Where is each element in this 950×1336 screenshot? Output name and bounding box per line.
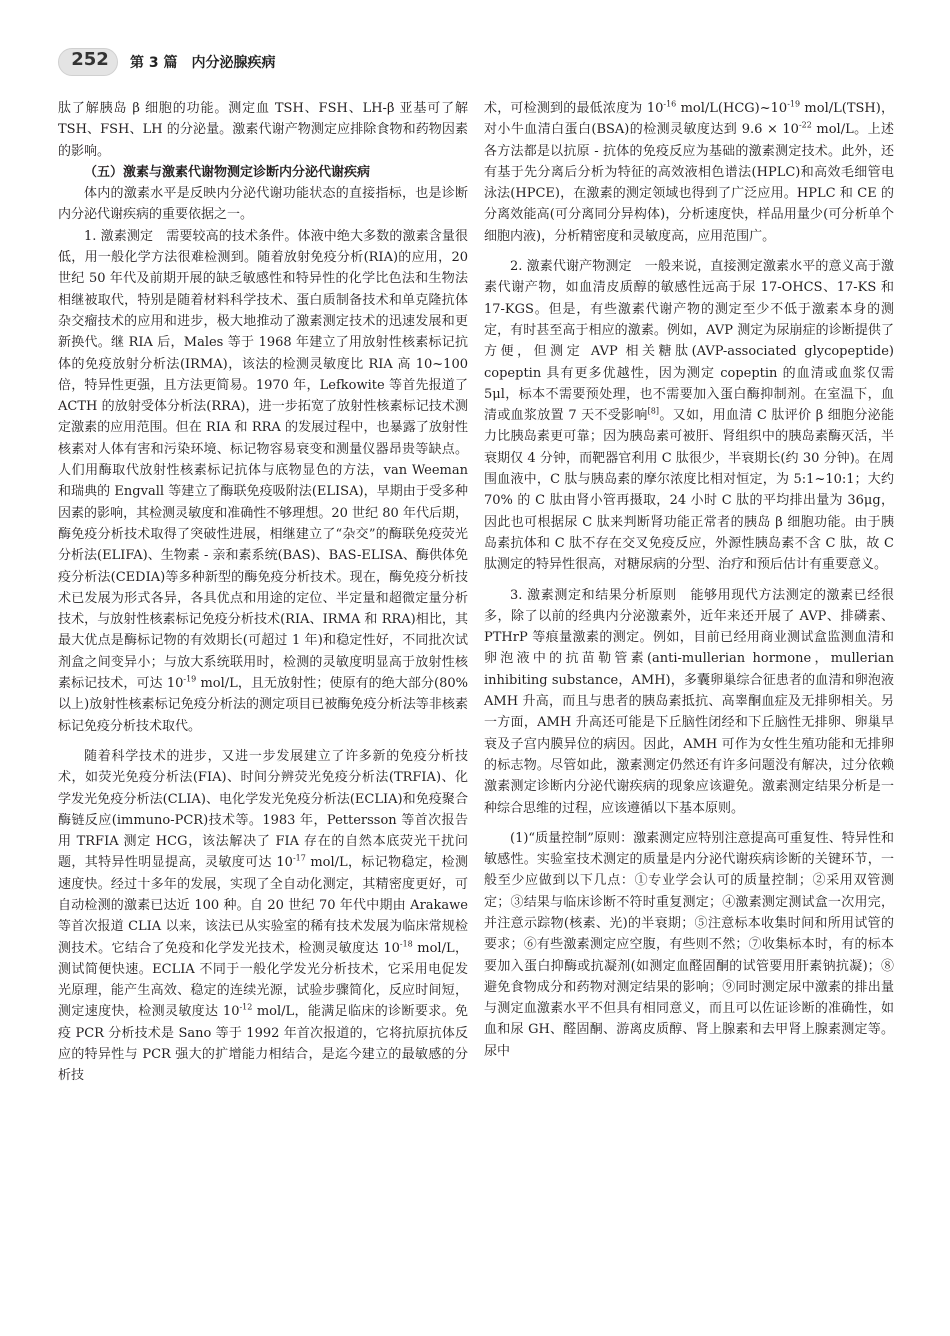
paragraph-hormone-assay: 1. 激素测定 需要较高的技术条件。体液中绝大多数的激素含量很低，用一般化学方法很难检测到。随着放射免疫分析(RIA)的应用，20 世纪 50 年代及前期开展的缺乏敏感性和特异性的化学比色法和生物法相继被取代，特别是随着材料科学技术、蛋白质制备技术和单克隆抗体杂交瘤技术的应用和进步，极大地推动了激素测定技术的迅速发展和更新换代。继 RIA 后，Males 等于 1968 年建立了用放射性核素标记抗体的免疫放射分析法(IRMA)，该法的检测灵敏度比 RIA 高 10~100 倍，特异性更强，且方法更简易。1970 年，Lefkowite 等首先报道了 ACTH 的放射受体分析法(RRA)，进一步拓宽了放射性核素标记技术测定激素的应用范围。但在 RIA 和 RRA 的发展过程中，也暴露了放射性核素对人体有害和污染环境、标记物容易衰变和测量仪器昂贵等缺点。人们用酶取代放射性核素标记抗体与底物显色的方法，van Weeman 和瑞典的 Engvall 等建立了酶联免疫吸附法(ELISA)，早期由于受多种因素的影响，其检测灵敏度和准确性不够理想。20 世纪 80 年代后期，酶免疫分析技术取得了突破性进展，相继建立了“杂交”的酶联免疫荧光分析法(ELIFA)、生物素 - 亲和素系统(BAS)、BAS-ELISA、酶供体免疫分析法(CEDIA)等多种新型的酶免疫分析技术。现在，酶免疫分析技术已发展为形式各异，各具优点和用途的定位、半定量和超微定量分析技术，与放射性核素标记免疫分析技术(RIA、IRMA 和 RRA)相比，其最大优点是酶标记物的有效期长(可超过 1 年)和稳定性好，不同批次试剂盒之间变异小；与放大系统联用时，检测的灵敏度明显高于放射性核素标记技术，可达 $10^{-19}$ mol/L，且无放射性；使原有的绝大部分(80% 以上)放射性核素标记免疫分析法的测定项目已被酶免疫分析法等非核素标记免疫分析技术取代。	[58, 228, 468, 734]
citation-ref: [8]	[647, 406, 659, 416]
paragraph-analysis-principles: 3. 激素测定和结果分析原则 能够用现代方法测定的激素已经很多，除了以前的经典内分泌激素外，近年来还开展了 AVP、排磷素、PTHrP 等痕量激素的测定。例如，目前已经用商业测试盒监测血清和卵泡液中的抗苗勒管素(anti-mullerian hormone，mullerian inhibiting substance，AMH)，多囊卵巢综合征患者的血清和卵泡液 AMH 升高，而且与患者的胰岛素抵抗、高睾酮血症及无排卵相关。另一方面，AMH 升高还可能是下丘脑性闭经和下丘脑性无排卵、卵巢早衰及子宫内膜异位的病因。因此，AMH 可作为女性生殖功能和无排卵的标志物。尽管如此，激素测定仍然还有许多问题没有解决，过分依赖激素测定诊断内分泌代谢疾病的现象应该避免。激素测定结果分析是一种综合思维的过程，应该遵循以下基本原则。	[484, 587, 894, 816]
page-header	[40, 44, 910, 84]
paragraph-continued: 肽了解胰岛 β 细胞的功能。测定血 TSH、FSH、LH-β 亚基可了解 TSH、FSH、LH 的分泌量。激素代谢产物测定应排除食物和药物因素的影响。	[58, 101, 468, 159]
left-column	[58, 98, 468, 1087]
paragraph-quality-control: (1)“质量控制”原则：激素测定应特别注意提高可重复性、特异性和敏感性。实验室技术测定的质量是内分泌代谢疾病诊断的关键环节，一般至少应做到以下几点：①专业学会认可的质量控制；②采用双管测定；③结果与临床诊断不符时重复测定；④激素测定测试盒一次用完，并注意示踪物(核素、光)的半衰期；⑤注意标本收集时间和所用试管的要求；⑥有些激素测定应空腹，有些则不然；⑦收集标本时，有的标本要加入蛋白抑酶或抗凝剂(如测定血醛固酮的试管要用肝素钠抗凝)；⑧避免食物成分和药物对测定结果的影响；⑨同时测定尿中激素的排出量与测定血激素水平不但具有相同意义，而且可以佐证诊断的准确性，如血和尿 GH、醛固酮、游离皮质醇、肾上腺素和去甲肾上腺素测定等。尿中	[484, 830, 894, 1059]
paragraph-metabolite-assay: 2. 激素代谢产物测定 一般来说，直接测定激素水平的意义高于激素代谢产物，如血清皮质醇的敏感性远高于尿 17-OHCS、17-KS 和 17-KGS。但是，有些激素代谢产物的测定至少不低于激素本身的测定，有时甚至高于相应的激素。例如，AVP 测定为尿崩症的诊断提供了方便，但测定 AVP 相关糖肽(AVP-associated glycopeptide) copeptin 具有更多优越性，因为测定 copeptin 的血清或血浆仅需 5μl，标本不需要预处理，也不需要加入蛋白酶抑制剂。在室温下，血清或血浆放置 7 天不受影响[8]。又如，用血清 C 肽评价 β 细胞分泌能力比胰岛素更可靠；因为胰岛素可被肝、肾组织中的胰岛素酶灭活，半衰期仅 4 分钟，而靶器官利用 C 肽很少，半衰期长(约 30 分钟)。在周围血液中，C 肽与胰岛素的摩尔浓度比相对恒定，为 5:1~10:1；大约 70% 的 C 肽由肾小管再摄取，24 小时 C 肽的平均排出量为 36μg，因此也可根据尿 C 肽来判断肾功能正常者的胰岛 β 细胞功能。由于胰岛素抗体和 C 肽不存在交叉免疫反应，外源性胰岛素不含 C 肽，故 C 肽测定的特异性很高，对糖尿病的分型、治疗和预后估计有重要意义。	[484, 259, 894, 573]
paragraph-new-immunoassays: 随着科学技术的进步，又进一步发展建立了许多新的免疫分析技术，如荧光免疫分析法(FIA)、时间分辨荧光免疫分析法(TRFIA)、化学发光免疫分析法(CLIA)、电化学发光免疫分析法(ECLIA)和免疫聚合酶链反应(immuno-PCR)技术等。1983 年，Pettersson 等首次报告用 TRFIA 测定 HCG，该法解决了 FIA 存在的自然本底荧光干扰问题，其特异性明显提高，灵敏度可达 $10^{-17}$ mol/L，标记物稳定，检测速度快。经过十多年的发展，实现了全自动化测定，其精密度更好，可自动检测的激素已达近 100 种。自 20 世纪 70 年代中期由 Arakawe 等首次报道 CLIA 以来，该法已从实验室的稀有技术发展为临床常规检测技术。它结合了免疫和化学发光技术，检测灵敏度达 $10^{-18}$ mol/L，测试简便快速。ECLIA 不同于一般化学发光分析技术，它采用电促发光原理，能产生高效、稳定的连续光源，试验步骤简化，反应时间短，测定速度快，检测灵敏度达 $10^{-12}$ mol/L，能满足临床的诊断要求。免疫 PCR 分析技术是 Sano 等于 1992 年首次报道的，它将抗原抗体反应的特异性与 PCR 强大的扩增能力相结合，是迄今建立的最敏感的分析技	[58, 748, 468, 1084]
section-heading: （五）激素与激素代谢物测定诊断内分泌代谢疾病	[84, 164, 371, 180]
paragraph-intro: 体内的激素水平是反映内分泌代谢功能状态的直接指标，也是诊断内分泌代谢疾病的重要依据之一。	[58, 186, 468, 223]
right-column	[484, 98, 894, 1062]
paragraph-continued-right: 术，可检测到的最低浓度为 $10^{-16}$ mol/$L(HCG)\sim 10^{-19}$ mol/L(TSH)，对小牛血清白蛋白(BSA)的检测灵敏度达到 $9.6 \times 10^{-22}$ mol/L。上述各方法都是以抗原 - 抗体的免疫反应为基础的激素测定技术。此外，还有基于先分离后分析为特征的高效液相色谱法(HPLC)和高效毛细管电泳法(HPCE)，在激素的测定领域也得到了广泛应用。HPLC 和 CE 的分离效能高(可分离同分异构体)，分析速度快，样品用量少(可分析单个细胞内液)，分析精密度和灵敏度高，应用范围广。	[484, 99, 895, 244]
page-number: 252	[71, 49, 109, 70]
part-title: 第 3 篇 内分泌腺疾病	[130, 55, 276, 71]
